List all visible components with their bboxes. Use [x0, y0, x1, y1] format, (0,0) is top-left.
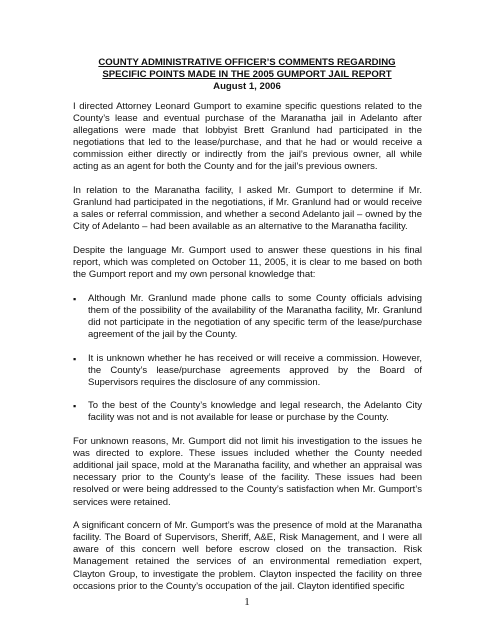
- document-body: [73, 101, 422, 604]
- finding-item-2: [73, 353, 422, 389]
- title-date: August 1, 2006: [213, 81, 281, 92]
- title-line-1: COUNTY ADMINISTRATIVE OFFICER’S COMMENTS REGARDING: [98, 57, 396, 68]
- page-number: 1: [244, 596, 250, 608]
- bullet-icon: ▪: [73, 293, 77, 304]
- paragraph-2: In relation to the Maranatha facility, I asked Mr. Gumport to determine if Mr. Granlund had participated in the negotiations, if Mr. Granlund had or would receive a sales or referral commission, and whether a second Adelanto jail – owned by the City of Adelanto – had been available as an alternative to the Maranatha facility.: [73, 185, 422, 233]
- finding-text-2: It is unknown whether he has received or will receive a commission. However, the County’s lease/purchase agreements approved by the Board of Supervisors requires the disclosure of any commission.: [88, 352, 422, 388]
- document-title: [60, 57, 434, 93]
- finding-text-3: To the best of the County’s knowledge and legal research, the Adelanto City facility was not and is not available for lease or purchase by the County.: [88, 400, 422, 424]
- paragraph-4: For unknown reasons, Mr. Gumport did not limit his investigation to the issues he was directed to explore. These issues included whether the County needed additional jail space, mold at the Maranatha facility, and whether an appraisal was necessary prior to the County’s lease of the facility. These issues had been resolved or were being addressed to the County’s satisfaction when Mr. Gumport’s services were retained.: [73, 436, 422, 508]
- bullet-icon: ▪: [73, 353, 77, 364]
- finding-item-3: [73, 400, 422, 424]
- paragraph-1: I directed Attorney Leonard Gumport to examine specific questions related to the County’s lease and eventual purchase of the Maranatha jail in Adelanto after allegations were made that lobbyist Brett Granlund had participated in the negotiations that led to the lease/purchase, and that he had or would receive a commission either directly or indirectly from the jail’s previous owner, all while acting as an agent for both the County and for the jail’s previous owners.: [73, 101, 422, 173]
- paragraph-5: A significant concern of Mr. Gumport’s was the presence of mold at the Maranatha facility. The Board of Supervisors, Sheriff, A&E, Risk Management, and I were all aware of this concern well before escrow closed on the transaction. Risk Management retained the services of an environmental remediation expert, Clayton Group, to investigate the problem. Clayton inspected the facility on three occasions prior to the County’s occupation of the jail. Clayton identified specific: [73, 520, 422, 592]
- finding-text-1: Although Mr. Granlund made phone calls to some County officials advising them of the possibility of the availability of the Maranatha facility, Mr. Granlund did not participate in the negotiation of any specific term of the lease/purchase agreement of the jail by the County.: [88, 292, 422, 340]
- paragraph-3: Despite the language Mr. Gumport used to answer these questions in his final report, which was completed on October 11, 2005, it is clear to me based on both the Gumport report and my own personal knowledge that:: [73, 244, 422, 281]
- finding-item-1: [73, 293, 422, 341]
- bullet-icon: ▪: [73, 401, 77, 412]
- title-line-2: SPECIFIC POINTS MADE IN THE 2005 GUMPORT JAIL REPORT: [102, 69, 392, 80]
- findings-list: [73, 293, 422, 425]
